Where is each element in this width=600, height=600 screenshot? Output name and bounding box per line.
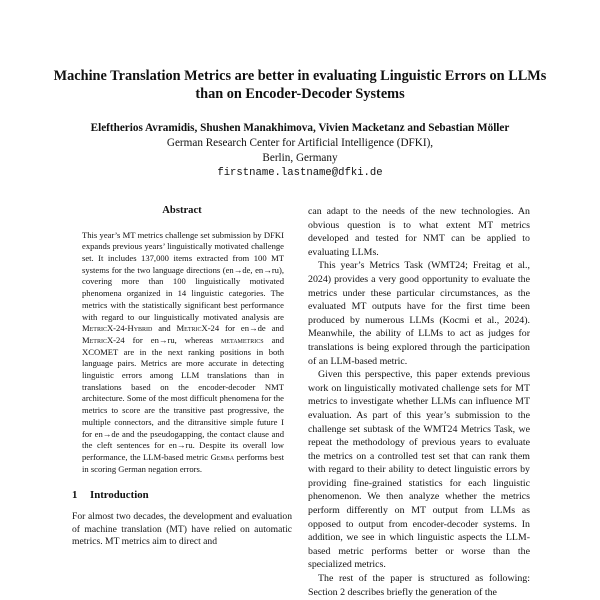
section-number: 1 <box>72 489 78 502</box>
paper-title: Machine Translation Metrics are better in evaluating Linguistic Errors on LLMs than on Encoder-Decoder Systems <box>53 68 547 102</box>
affiliation: German Research Center for Artificial Intelligence (DFKI), <box>166 137 434 149</box>
abstract-heading: Abstract <box>162 205 202 216</box>
body-paragraph: This year’s Metrics Task (WMT24; Freitag et al., 2024) provides a very good opportunity to evaluate the metrics under these particular circumstances, as the evaluated MT outputs have for the first time been produced by numerous LLMs (Kocmi et al., 2024). Meanwhile, the ability of LLMs to act as judges for translations is being explored through the participation of an LLM-based metric. <box>308 260 530 367</box>
metric-name: MetricX-24-Hybrid <box>82 323 153 334</box>
location: Berlin, Germany <box>262 152 338 164</box>
section-title: Introduction <box>90 489 149 502</box>
metric-name: MetricX-24 <box>176 323 220 334</box>
metric-name: metametrics <box>221 334 264 345</box>
metric-name: Gemba <box>210 451 235 462</box>
right-column <box>308 205 530 599</box>
author-names: Eleftherios Avramidis, Shushen Manakhimova, Vivien Macketanz and Sebastian Möller <box>90 122 510 134</box>
abstract-text: This year’s MT metrics challenge set submission by DFKI expands previous years’ linguistically motivated challenge set. It includes 137,000 items extracted from 100 MT systems for the two language directions (en→de, en→ru), covering more than 100 linguistically motivated phenomena organized in 14 linguistic categories. The metrics with the statistically significant best performance with regard to our linguistically motivated analysis are MetricX-24-Hybrid and MetricX-24 for en→de and MetricX-24 for en→ru, whereas metametrics and XCOMET are in the next ranking positions in both language pairs. Metrics are more accurate in detecting linguistic errors among LLM translations than in translations based on the encoder-decoder NMT architecture. Some of the most difficult phenomena for the metrics to score are the transitive past progressive, the multiple connectors, and the ditransitive simple future I for en→de and the pseudogapping, the contact clause and the cleft sentences for en→ru. Despite its overall low performance, the LLM-based metric Gemba performs best in scoring German negation errors. <box>82 229 285 474</box>
body-paragraph: can adapt to the needs of the new technologies. An obvious question is to what extent MT metrics developed and tested for NMT can be applied to evaluating LLMs. <box>308 206 530 258</box>
left-column <box>72 205 292 549</box>
metric-name: MetricX-24 <box>82 334 125 345</box>
author-block <box>40 121 560 181</box>
section-heading-introduction <box>72 489 292 502</box>
body-paragraph: Given this perspective, this paper extends previous work on linguistically motivated challenge sets for MT metrics to investigate whether LLMs can influence MT evaluation. As part of this year’s submission to the challenge set subtask of the WMT24 Metrics Task, we repeat the methodology of previous years to evaluate the metrics on a controlled test set that can rank them with regard to their ability to detect linguistic errors by providing fine-grained statistics for each linguistic phenomenon. We then analyze whether the metrics perform differently on MT output from LLMs as opposed to output from encoder-decoder systems. In addition, we see in which linguistic aspects the LLM-based metric performs better or worse than the specialized metrics. <box>308 369 530 571</box>
author-email: firstname.lastname@dfki.de <box>217 167 383 179</box>
body-paragraph: The rest of the paper is structured as following: Section 2 describes briefly the generation of the <box>308 573 530 598</box>
introduction-paragraph: For almost two decades, the development and evaluation of machine translation (MT) have relied on automatic metrics. MT metrics aim to direct and <box>72 510 292 548</box>
